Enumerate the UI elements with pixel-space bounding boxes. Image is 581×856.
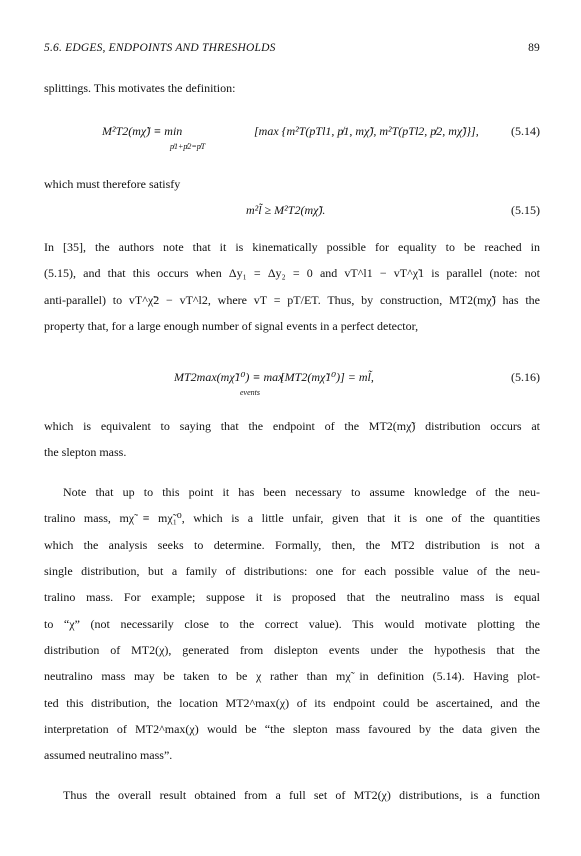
equation-lhs: M²T2(mχ̃) ≡ min bbox=[102, 124, 183, 138]
text-line: ted this distribution, the location MT2^max(χ) of its endpoint could be ascertained, and the bbox=[44, 696, 540, 710]
text-line: distribution of MT2(χ), generated from dislepton events under the hypothesis that the bbox=[44, 643, 540, 657]
equation-lhs: MT2max(mχ̃1⁰) ≡ max bbox=[174, 370, 284, 384]
text-line: the slepton mass. bbox=[44, 445, 127, 459]
equation-min-subscript: p̸1+p̸2=p̸T bbox=[170, 142, 206, 151]
equation-rhs: [max {m²T(pTl1, p̸1, mχ̃), m²T(pTl2, p̸2, mχ̃)}], bbox=[254, 124, 479, 138]
equation-number: (5.16) bbox=[511, 370, 540, 384]
text-line: anti-parallel) to vT^χ̃2 − vT^l2, where vT = pT/ET. Thus, by construction, MT2(mχ̃) has the bbox=[44, 293, 540, 307]
text-line: to “χ” (not necessarily close to the correct value). This would motivate plotting the bbox=[44, 617, 540, 631]
text-line: which the analysis seeks to determine. Formally, then, the MT2 distribution is not a bbox=[44, 538, 540, 552]
text-line: splittings. This motivates the definition: bbox=[44, 81, 236, 95]
equation-rhs: [MT2(mχ̃1⁰)] = ml̃, bbox=[280, 370, 374, 384]
text-line: neutralino mass may be taken to be χ rather than mχ̃ in definition (5.14). Having plot- bbox=[44, 669, 540, 683]
equation-number: (5.14) bbox=[511, 124, 540, 138]
text-line: property that, for a large enough number of signal events in a perfect detector, bbox=[44, 319, 419, 333]
text-line: Thus the overall result obtained from a full set of MT2(χ) distributions, is a function bbox=[63, 788, 540, 802]
section-title: 5.6. EDGES, ENDPOINTS AND THRESHOLDS bbox=[44, 42, 276, 54]
running-header bbox=[44, 42, 540, 58]
text-line: assumed neutralino mass”. bbox=[44, 748, 173, 762]
equation-body: m²l̃ ≥ M²T2(mχ̃). bbox=[246, 203, 326, 217]
text-line: tralino mass, mχ̃ ≡ mχ̃₁⁰, which is a little unfair, given that it is one of the quantities bbox=[44, 511, 540, 525]
equation-5-14 bbox=[44, 122, 540, 151]
page-number: 89 bbox=[528, 42, 540, 54]
equation-number: (5.15) bbox=[511, 203, 540, 217]
text-line: which is equivalent to saying that the endpoint of the MT2(mχ̃) distribution occurs at bbox=[44, 419, 540, 433]
text-line: which must therefore satisfy bbox=[44, 177, 181, 191]
equation-5-15 bbox=[44, 201, 540, 225]
text-line: Note that up to this point it has been necessary to assume knowledge of the neu- bbox=[63, 485, 540, 499]
equation-max-subscript: events bbox=[240, 388, 260, 397]
text-line: In [35], the authors note that it is kinematically possible for equality to be reached in bbox=[44, 240, 540, 254]
text-line: (5.15), and that this occurs when Δy₁ = Δy₂ = 0 and vT^l1 − vT^χ̃1 is parallel (note: not bbox=[44, 266, 540, 280]
text-line: single distribution, but a family of distributions: one for each possible value of the neu- bbox=[44, 564, 540, 578]
equation-5-16 bbox=[44, 368, 540, 397]
text-line: interpretation of MT2^max(χ) would be “the slepton mass favoured by the data given the bbox=[44, 722, 540, 736]
text-line: tralino mass. For example; suppose it is proposed that the neutralino mass is equal bbox=[44, 590, 540, 604]
